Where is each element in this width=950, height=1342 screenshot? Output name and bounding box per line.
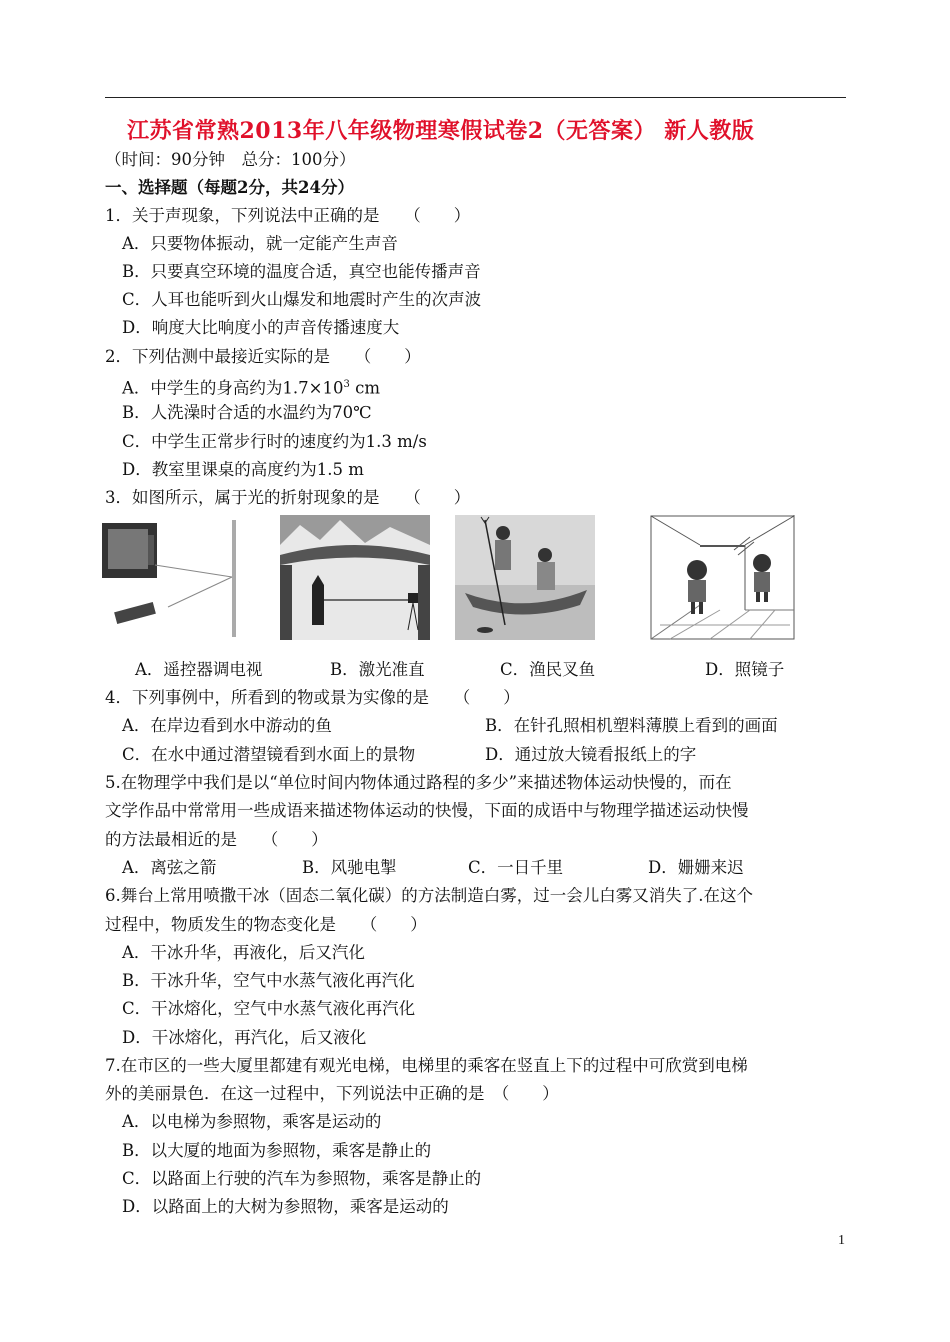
page-title: 江苏省常熟2013年八年级物理寒假试卷2（无答案） 新人教版 xyxy=(127,118,755,144)
question-5-line-2: 文学作品中常常用一些成语来描述物体运动的快慢，下面的成语中与物理学描述运动快慢 xyxy=(105,801,749,820)
exam-info: （时间：90分钟 总分：100分） xyxy=(105,150,356,169)
q6-option-a: A．干冰升华，再液化，后又汽化 xyxy=(122,943,365,962)
q6-option-b: B．干冰升华，空气中水蒸气液化再汽化 xyxy=(122,971,415,990)
laser-alignment-illustration xyxy=(280,515,430,640)
question-3-stem: 3．如图所示，属于光的折射现象的是 （ ） xyxy=(105,488,471,507)
q3-option-b: B．激光准直 xyxy=(330,660,425,679)
q4-option-b: B．在针孔照相机塑料薄膜上看到的画面 xyxy=(485,716,778,735)
q2-option-c: C．中学生正常步行时的速度约为1.3 m/s xyxy=(122,432,427,451)
section-heading: 一、选择题（每题2分，共24分） xyxy=(105,178,354,197)
question-6-line-2: 过程中，物质发生的物态变化是 （ ） xyxy=(105,915,427,934)
q2-option-b: B．人洗澡时合适的水温约为70℃ xyxy=(122,403,372,422)
q7-option-b: B．以大厦的地面为参照物，乘客是静止的 xyxy=(122,1141,432,1160)
q4-option-a: A．在岸边看到水中游动的鱼 xyxy=(122,716,332,735)
mirror-reflection-illustration xyxy=(650,515,795,640)
q1-option-b: B．只要真空环境的温度合适，真空也能传播声音 xyxy=(122,262,481,281)
q4-option-d: D．通过放大镜看报纸上的字 xyxy=(485,745,697,764)
question-6-line-1: 6.舞台上常用喷撒干冰（固态二氧化碳）的方法制造白雾，过一会儿白雾又消失了.在这个 xyxy=(105,886,753,905)
q7-option-a: A．以电梯为参照物，乘客是运动的 xyxy=(122,1112,382,1131)
question-5-line-3: 的方法最相近的是 （ ） xyxy=(105,830,328,849)
page-number: 1 xyxy=(838,1233,845,1248)
question-7-line-2: 外的美丽景色．在这一过程中，下列说法中正确的是 （ ） xyxy=(105,1084,559,1103)
question-5-line-1: 5.在物理学中我们是以“单位时间内物体通过路程的多少”来描述物体运动快慢的，而在 xyxy=(105,773,732,792)
question-2-stem: 2．下列估测中最接近实际的是 （ ） xyxy=(105,347,421,366)
q2-option-d: D．教室里课桌的高度约为1.5 m xyxy=(122,460,364,479)
q4-option-c: C．在水中通过潜望镜看到水面上的景物 xyxy=(122,745,416,764)
fisherman-spearing-fish-illustration xyxy=(455,515,595,640)
q3-option-c: C．渔民叉鱼 xyxy=(500,660,596,679)
question-4-stem: 4．下列事例中，所看到的物或景为实像的是 （ ） xyxy=(105,688,520,707)
q3-option-d: D．照镜子 xyxy=(705,660,785,679)
header-rule xyxy=(105,97,846,98)
q5-option-c: C．一日千里 xyxy=(468,858,564,877)
q1-option-c: C．人耳也能听到火山爆发和地震时产生的次声波 xyxy=(122,290,482,309)
q1-option-d: D．响度大比响度小的声音传播速度大 xyxy=(122,318,400,337)
q5-option-d: D．姗姗来迟 xyxy=(648,858,744,877)
question-7-line-1: 7.在市区的一些大厦里都建有观光电梯，电梯里的乘客在竖直上下的过程中可欣赏到电梯 xyxy=(105,1056,748,1075)
q2-option-a: A．中学生的身高约为$1.7\times 10^3$ cm xyxy=(122,378,380,398)
q7-option-c: C．以路面上行驶的汽车为参照物，乘客是静止的 xyxy=(122,1169,482,1188)
q3-option-a: A．遥控器调电视 xyxy=(135,660,263,679)
q1-option-a: A．只要物体振动，就一定能产生声音 xyxy=(122,234,398,253)
remote-control-tv-illustration xyxy=(100,515,240,640)
q7-option-d: D．以路面上的大树为参照物，乘客是运动的 xyxy=(122,1197,449,1216)
q6-option-d: D．干冰熔化，再汽化，后又液化 xyxy=(122,1028,367,1047)
q5-option-b: B．风驰电掣 xyxy=(302,858,397,877)
question-1-stem: 1．关于声现象，下列说法中正确的是 （ ） xyxy=(105,206,471,225)
q5-option-a: A．离弦之箭 xyxy=(122,858,217,877)
q6-option-c: C．干冰熔化，空气中水蒸气液化再汽化 xyxy=(122,999,416,1018)
